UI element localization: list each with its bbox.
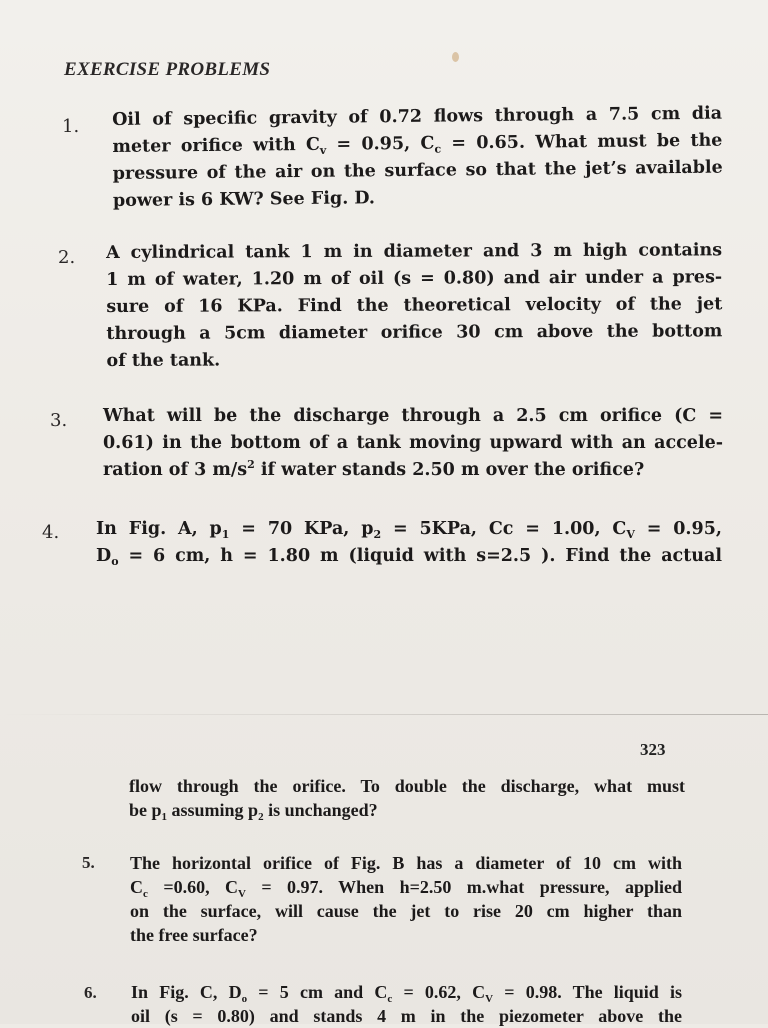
problem-1-line-3: pressure of the air on the surface so that the jet’s available <box>112 157 723 184</box>
problem-4-line-1: In Fig. A, $p_1 = 70$ KPa, $p_2 = 5KPa$, Cc = 1.00, $C_V = 0.95$, <box>96 519 722 541</box>
problem-2-line-5: of the tank. <box>106 350 221 371</box>
problem-5-text <box>130 851 682 947</box>
problem-1-line-2: meter orifice with $C_v = 0.95$, $C_c = 0.65$. What must be the <box>112 130 723 157</box>
problem-3-line-2: 0.61) in the bottom of a tank moving upward with an accele- <box>103 433 723 453</box>
problem-5-line-1: The horizontal orifice of Fig. B has a diameter of 10 cm with <box>130 853 682 873</box>
problem-5-line-4: the free surface? <box>130 925 258 945</box>
section-heading: EXERCISE PROBLEMS <box>64 59 271 80</box>
problem-4-line-2: $D_o = 6$ cm, h = 1.80 m (liquid with s=2.5 ). Find the actual <box>96 546 722 568</box>
problem-number-4: 4. <box>42 522 60 543</box>
problem-2-line-3: sure of 16 KPa. Find the theoretical velocity of the jet <box>106 294 723 317</box>
problem-1-text <box>112 101 723 215</box>
problem-6-line-2: oil (s = 0.80) and stands 4 m in the piezometer above the <box>131 1006 682 1026</box>
problem-3-line-1: What will be the discharge through a 2.5 cm orifice (C = <box>103 406 723 426</box>
problem-5-line-2: $C_c =0.60$, $C_V = 0.97$. When h=2.50 m.what pressure, applied <box>130 877 682 900</box>
problem-number-3: 3. <box>50 410 68 431</box>
problem-4-text <box>96 516 722 570</box>
problem-1-line-4: power is 6 KW? See Fig. D. <box>112 188 376 211</box>
problem-4-cont-line-2: be $p_1$ assuming $p_2$ is unchanged? <box>129 800 378 823</box>
problem-1-line-1: Oil of specific gravity of 0.72 flows through a 7.5 cm dia <box>112 103 723 130</box>
problem-6-line-1: In Fig. C, $D_o = 5$ cm and $C_c = 0.62$, $C_V = 0.98$. The liquid is <box>131 982 683 1005</box>
problem-2-line-1: A cylindrical tank 1 m in diameter and 3 m high contains <box>106 240 723 263</box>
problem-5-line-3: on the surface, will cause the jet to rise 20 cm higher than <box>130 901 682 921</box>
problem-2-text <box>106 237 723 375</box>
problem-2-line-2: 1 m of water, 1.20 m of oil (s = 0.80) and air under a pres- <box>106 267 723 290</box>
page-fold-line <box>0 714 768 715</box>
problem-4-continuation <box>129 774 685 822</box>
paper-stain <box>452 52 459 62</box>
problem-2-line-4: through a 5cm diameter orifice 30 cm above the bottom <box>106 321 723 344</box>
problem-6-text <box>131 980 682 1028</box>
problem-3-text <box>103 403 723 484</box>
problem-number-6: 6. <box>84 983 97 1002</box>
problem-number-5: 5. <box>82 853 95 872</box>
page-number: 323 <box>640 740 666 759</box>
problem-4-cont-line-1: flow through the orifice. To double the discharge, what must <box>129 776 685 796</box>
problem-3-line-3: ration of 3 $m/s^2$ if water stands 2.50 m over the orifice? <box>103 458 645 480</box>
problem-number-2: 2. <box>58 247 76 268</box>
problem-number-1: 1. <box>62 116 80 137</box>
